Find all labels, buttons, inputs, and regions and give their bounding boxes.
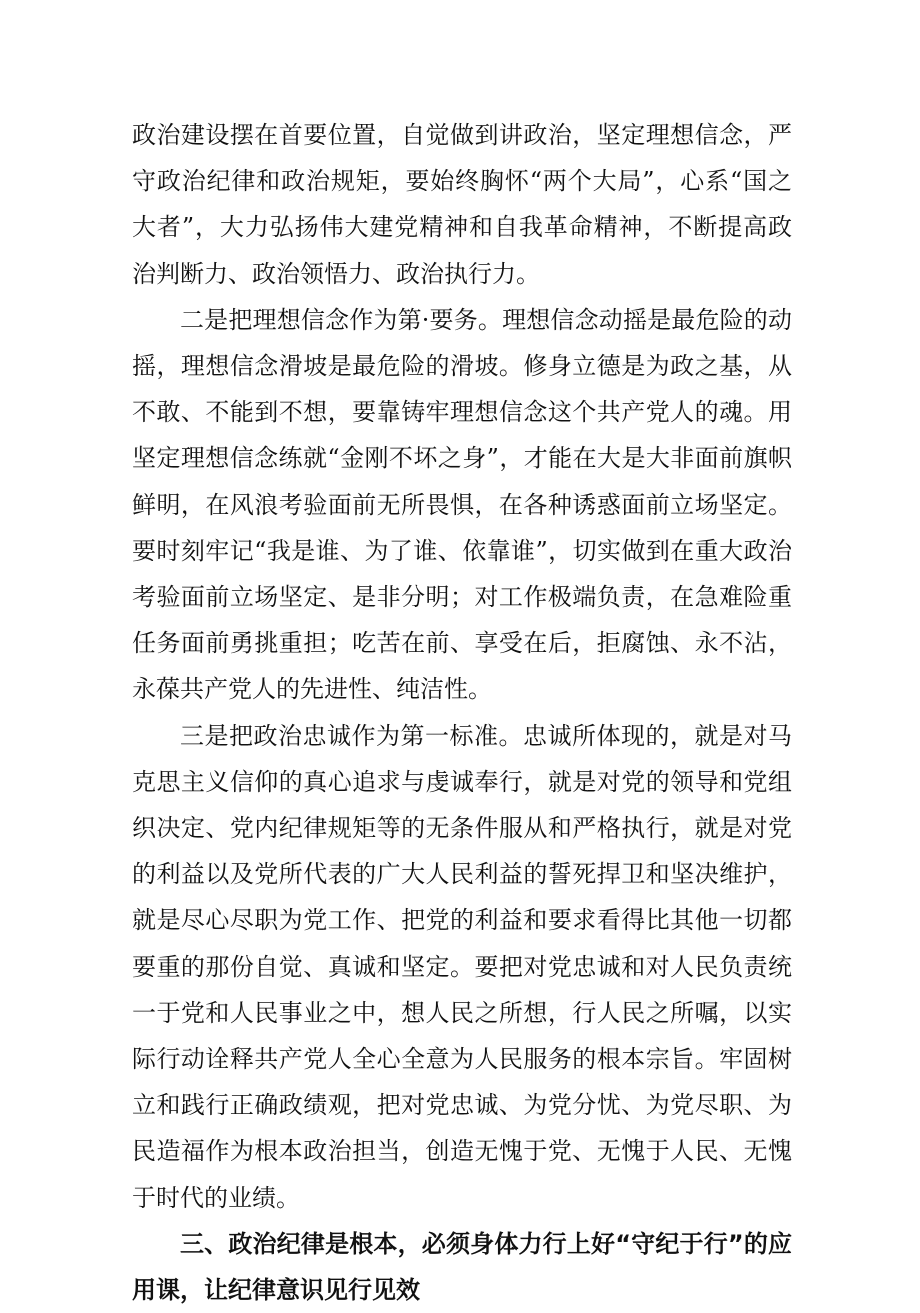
document-page [132,112,792,1313]
paragraph-ideals-beliefs: 二是把理想信念作为第·要务。理想信念动摇是最危险的动摇，理想信念滑坡是最危险的滑坡。修身立德是为政之基，从不敢、不能到不想，要靠铸牢理想信念这个共产党人的魂。用坚定理想信念练就“金刚不坏之身”，才能在大是大非面前旗帜鲜明，在风浪考验面前无所畏惧，在各种诱惑面前立场坚定。要时刻牢记“我是谁、为了谁、依靠谁”，切实做到在重大政治考验面前立场坚定、是非分明；对工作极端负责，在急难险重任务面前勇挑重担；吃苦在前、享受在后，拒腐蚀、永不沾，永葆共产党人的先进性、纯洁性。 [132,305,792,704]
paragraph-continuation: 政治建设摆在首要位置，自觉做到讲政治，坚定理想信念，严守政治纪律和政治规矩，要始终胸怀“两个大局”，心系“国之大者”，大力弘扬伟大建党精神和自我革命精神，不断提高政治判断力、政治领悟力、政治执行力。 [132,121,792,288]
section-heading-political-discipline: 三、政治纪律是根本，必须身体力行上好“守纪于行”的应用课，让纪律意识见行见效 [132,1229,792,1305]
paragraph-political-loyalty: 三是把政治忠诚作为第一标准。忠诚所体现的，就是对马克思主义信仰的真心追求与虔诚奉行，就是对党的领导和党组织决定、党内纪律规矩等的无条件服从和严格执行，就是对党的利益以及党所代表的广大人民利益的誓死捍卫和坚决维护，就是尽心尽职为党工作、把党的利益和要求看得比其他一切都要重的那份自觉、真诚和坚定。要把对党忠诚和对人民负责统一于党和人民事业之中，想人民之所想，行人民之所嘱，以实际行动诠释共产党人全心全意为人民服务的根本宗旨。牢固树立和践行正确政绩观，把对党忠诚、为党分忧、为党尽职、为民造福作为根本政治担当，创造无愧于党、无愧于人民、无愧于时代的业绩。 [132,721,792,1212]
